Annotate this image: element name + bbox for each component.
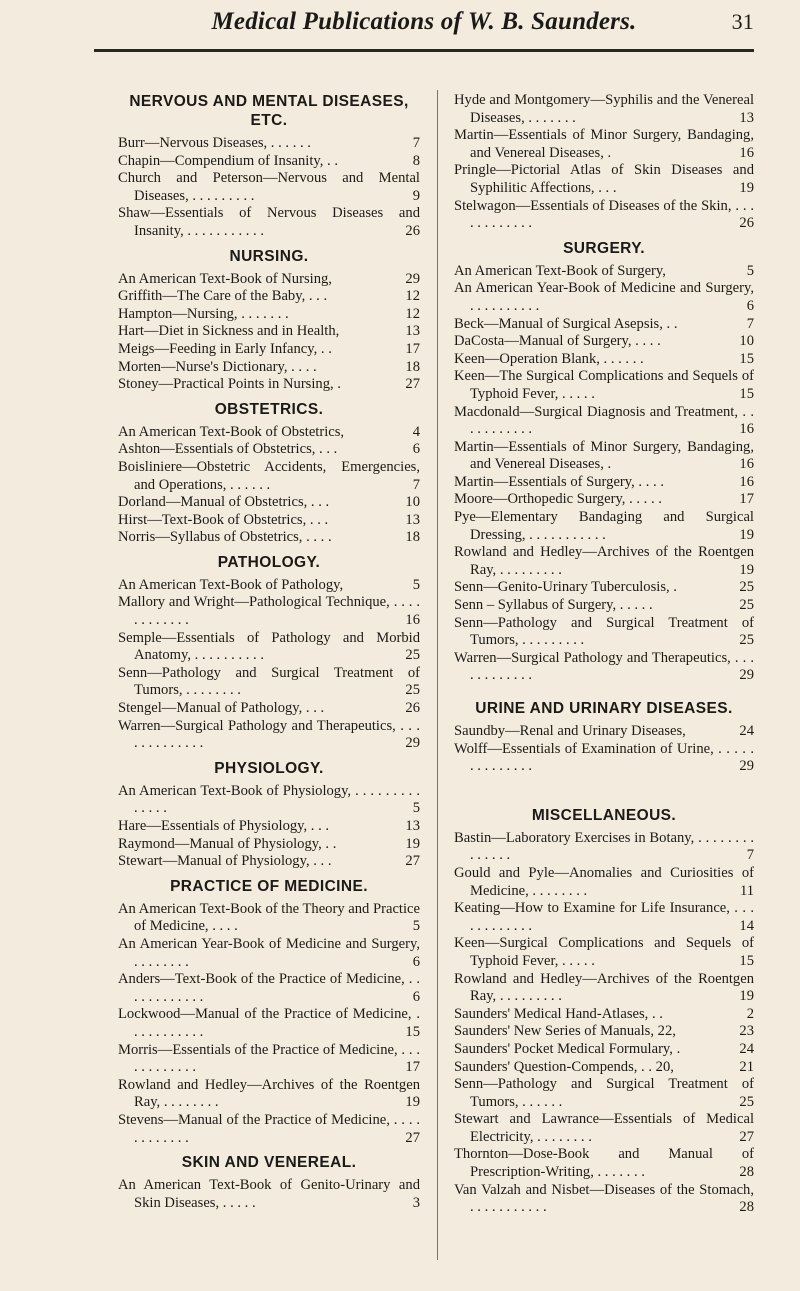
entry-title: Stengel—Manual of Pathology, . . .	[118, 700, 325, 717]
entry-title: Stewart and Lawrance—Essentials of Medical Electricity, . . . . . . . .	[454, 1111, 754, 1145]
entry-page-number: 6	[409, 989, 420, 1007]
catalog-entry	[454, 491, 754, 509]
entry-page-number: 29	[401, 271, 420, 289]
catalog-entry	[118, 288, 420, 306]
entry-title: An American Text-Book of Obstetrics,	[118, 423, 345, 440]
entry-page-number: 17	[401, 341, 420, 359]
catalog-entry	[118, 135, 420, 153]
catalog-entry	[454, 280, 754, 315]
entry-page-number: 19	[735, 180, 754, 198]
catalog-entry	[454, 971, 754, 1006]
entry-title: Chapin—Compendium of Insanity, . .	[118, 152, 338, 169]
entry-page-number: 7	[409, 135, 420, 153]
entry-title: Thornton—Dose-Book and Manual of Prescription-Writing, . . . . . . .	[454, 1146, 754, 1181]
entry-title: Stoney—Practical Points in Nursing, .	[118, 376, 341, 393]
entry-title: Stelwagon—Essentials of Diseases of the Skin, . . . . . . . . . . . .	[454, 197, 754, 232]
catalog-entry	[454, 92, 754, 127]
catalog-entry	[454, 650, 754, 685]
catalog-entry	[454, 1146, 754, 1181]
catalog-entry	[118, 718, 420, 753]
entry-page-number: 19	[735, 988, 754, 1006]
catalog-entry	[118, 630, 420, 665]
catalog-entry	[118, 783, 420, 818]
entry-title: Beck—Manual of Surgical Asepsis, . .	[454, 315, 678, 332]
entry-title: Norris—Syllabus of Obstetrics, . . . .	[118, 529, 332, 546]
entry-page-number: 17	[735, 491, 754, 509]
entry-title: Stevens—Manual of the Practice of Medicine, . . . . . . . . . . . .	[118, 1111, 420, 1146]
entry-title: Senn—Pathology and Surgical Treatment of Tumors, . . . . . . . .	[118, 664, 420, 699]
entry-page-number: 29	[401, 735, 420, 753]
entry-page-number: 15	[735, 351, 754, 369]
entry-title: Martin—Essentials of Minor Surgery, Bandaging, and Venereal Diseases, .	[454, 438, 754, 473]
section-heading: URINE AND URINARY DISEASES.	[475, 700, 733, 717]
entry-title: Dorland—Manual of Obstetrics, . . .	[118, 494, 330, 511]
entry-title: Shaw—Essentials of Nervous Diseases and Insanity, . . . . . . . . . . .	[118, 205, 420, 239]
entry-page-number: 12	[401, 306, 420, 324]
column-divider	[437, 90, 438, 1260]
entry-title: Bastin—Laboratory Exercises in Botany, . . . . . . . . . . . . . .	[454, 829, 754, 864]
entry-page-number: 25	[735, 597, 754, 615]
catalog-entry	[454, 127, 754, 162]
entry-page-number: 25	[735, 1094, 754, 1112]
catalog-entry	[118, 153, 420, 171]
entry-page-number: 5	[743, 263, 754, 281]
entry-page-number: 27	[735, 1129, 754, 1147]
catalog-entry	[118, 170, 420, 205]
header-rule	[94, 49, 754, 52]
catalog-entry	[454, 263, 754, 281]
catalog-entry	[118, 341, 420, 359]
entry-title: Meigs—Feeding in Early Infancy, . .	[118, 340, 332, 357]
catalog-entry	[454, 198, 754, 233]
section-heading: SURGERY.	[563, 239, 645, 257]
entry-title: Warren—Surgical Pathology and Therapeutics, . . . . . . . . . . . . .	[118, 717, 420, 752]
entry-title: An American Year-Book of Medicine and Surgery, . . . . . . . .	[118, 935, 420, 970]
entry-page-number: 19	[401, 1094, 420, 1112]
entry-page-number: 14	[735, 918, 754, 936]
catalog-entry	[454, 162, 754, 197]
entry-page-number: 10	[401, 494, 420, 512]
page-number: 31	[731, 9, 754, 34]
entry-title: An American Text-Book of Genito-Urinary and Skin Diseases, . . . . .	[118, 1177, 420, 1211]
entry-title: Saunders' Pocket Medical Formulary, .	[454, 1040, 681, 1057]
entry-title: DaCosta—Manual of Surgery, . . . .	[454, 333, 661, 350]
catalog-entry	[118, 1112, 420, 1147]
entry-page-number: 26	[401, 700, 420, 718]
section-heading: PHYSIOLOGY.	[214, 759, 324, 777]
entry-title: Senn—Genito-Urinary Tuberculosis, .	[454, 579, 677, 596]
catalog-entry	[454, 723, 754, 741]
entry-title: Lockwood—Manual of the Practice of Medicine, . . . . . . . . . . .	[118, 1006, 420, 1040]
catalog-entry	[118, 594, 420, 629]
entry-title: Martin—Essentials of Minor Surgery, Bandaging, and Venereal Diseases, .	[454, 127, 754, 161]
entry-page-number: 25	[401, 682, 420, 700]
entry-title: Gould and Pyle—Anomalies and Curiosities of Medicine, . . . . . . . .	[454, 864, 754, 899]
entry-title: Saunders' Question-Compends, . . 20,	[454, 1058, 674, 1075]
entry-title: An American Text-Book of the Theory and Practice of Medicine, . . . .	[118, 900, 420, 935]
entry-title: Morris—Essentials of the Practice of Medicine, . . . . . . . . . . . .	[118, 1041, 420, 1076]
section-heading: PATHOLOGY.	[217, 553, 321, 571]
entry-page-number: 13	[401, 323, 420, 341]
catalog-entry	[118, 459, 420, 494]
entry-title: Hyde and Montgomery—Syphilis and the Venereal Diseases, . . . . . . .	[454, 92, 754, 126]
entry-title: Wolff—Essentials of Examination of Urine, . . . . . . . . . . . . . .	[454, 740, 754, 775]
entry-title: Saundby—Renal and Urinary Diseases,	[454, 723, 686, 739]
entry-page-number: 25	[735, 632, 754, 650]
catalog-entry	[454, 1076, 754, 1111]
running-head	[94, 2, 754, 42]
page-title: Medical Publications of W. B. Saunders.	[211, 8, 637, 35]
entry-title: Hampton—Nursing, . . . . . . .	[118, 305, 289, 322]
entry-page-number: 8	[409, 153, 420, 171]
entry-page-number: 13	[735, 110, 754, 128]
entry-page-number: 3	[409, 1195, 420, 1213]
right-column	[454, 92, 754, 1217]
entry-title: Saunders' New Series of Manuals, 22,	[454, 1023, 676, 1040]
entry-page-number: 10	[735, 333, 754, 351]
catalog-entry	[454, 1023, 754, 1041]
catalog-entry	[118, 205, 420, 240]
entry-page-number: 6	[409, 441, 420, 459]
catalog-entry	[118, 494, 420, 512]
catalog-entry	[454, 544, 754, 579]
entry-title: Warren—Surgical Pathology and Therapeutics, . . . . . . . . . . . .	[454, 649, 754, 684]
entry-page-number: 4	[409, 424, 420, 442]
catalog-entry	[454, 1182, 754, 1217]
catalog-entry	[118, 323, 420, 341]
entry-title: An American Year-Book of Medicine and Surgery, . . . . . . . . . .	[454, 280, 754, 314]
entry-title: Hart—Diet in Sickness and in Health,	[118, 323, 340, 340]
catalog-entry	[454, 404, 754, 439]
entry-page-number: 18	[401, 529, 420, 547]
entry-title: Burr—Nervous Diseases, . . . . . .	[118, 135, 311, 151]
entry-page-number: 29	[735, 758, 754, 776]
catalog-entry	[118, 971, 420, 1006]
entry-page-number: 18	[401, 359, 420, 377]
catalog-entry	[454, 1006, 754, 1024]
entry-title: Church and Peterson—Nervous and Mental Diseases, . . . . . . . . .	[118, 170, 420, 204]
entry-title: Keen—Surgical Complications and Sequels of Typhoid Fever, . . . . .	[454, 935, 754, 969]
entry-title: Senn – Syllabus of Surgery, . . . . .	[454, 597, 653, 614]
entry-page-number: 26	[735, 215, 754, 233]
entry-page-number: 28	[735, 1199, 754, 1217]
catalog-entry	[118, 359, 420, 377]
catalog-entry	[118, 529, 420, 547]
entry-title: An American Text-Book of Surgery,	[454, 262, 666, 279]
catalog-entry	[454, 316, 754, 334]
catalog-entry	[454, 741, 754, 776]
entry-page-number: 15	[735, 386, 754, 404]
catalog-entry	[118, 853, 420, 871]
entry-title: Rowland and Hedley—Archives of the Roentgen Ray, . . . . . . . . .	[454, 544, 754, 578]
entry-title: Senn—Pathology and Surgical Treatment of Tumors, . . . . . .	[454, 1076, 754, 1110]
entry-page-number: 13	[401, 818, 420, 836]
section-heading: SKIN AND VENEREAL.	[181, 1154, 357, 1172]
left-column	[118, 92, 420, 1212]
entry-page-number: 5	[409, 800, 420, 818]
entry-title: Van Valzah and Nisbet—Diseases of the Stomach, . . . . . . . . . . .	[454, 1181, 754, 1216]
entry-title: Griffith—The Care of the Baby, . . .	[118, 288, 328, 305]
catalog-entry	[454, 579, 754, 597]
catalog-entry	[118, 441, 420, 459]
entry-page-number: 16	[735, 145, 754, 163]
entry-page-number: 15	[401, 1024, 420, 1042]
entry-title: An American Text-Book of Physiology, . . . . . . . . . . . . . .	[118, 782, 420, 817]
catalog-entry	[454, 597, 754, 615]
catalog-entry	[118, 818, 420, 836]
entry-page-number: 19	[735, 527, 754, 545]
entry-page-number: 16	[735, 421, 754, 439]
entry-title: Ashton—Essentials of Obstetrics, . . .	[118, 441, 338, 458]
entry-page-number: 13	[401, 512, 420, 530]
catalog-entry	[118, 376, 420, 394]
catalog-entry	[454, 1111, 754, 1146]
catalog-entry	[118, 1042, 420, 1077]
entry-page-number: 2	[743, 1006, 754, 1024]
entry-page-number: 7	[409, 477, 420, 495]
catalog-entry	[454, 509, 754, 544]
section-heading: NERVOUS AND MENTAL DISEASES, ETC.	[129, 93, 409, 129]
catalog-entry	[118, 512, 420, 530]
entry-page-number: 28	[735, 1164, 754, 1182]
catalog-entry	[118, 700, 420, 718]
entry-page-number: 21	[735, 1059, 754, 1077]
entry-title: Keen—Operation Blank, . . . . . .	[454, 350, 644, 367]
catalog-entry	[454, 439, 754, 474]
entry-title: Macdonald—Surgical Diagnosis and Treatment, . . . . . . . . . . .	[454, 403, 754, 438]
catalog-entry	[118, 271, 420, 289]
entry-title: Keen—The Surgical Complications and Sequels of Typhoid Fever, . . . . .	[454, 368, 754, 402]
entry-page-number: 23	[735, 1023, 754, 1041]
section-heading: PRACTICE OF MEDICINE.	[170, 877, 368, 895]
catalog-entry	[118, 901, 420, 936]
entry-page-number: 27	[401, 1130, 420, 1148]
entry-page-number: 16	[401, 612, 420, 630]
catalog-entry	[454, 351, 754, 369]
catalog-entry	[118, 306, 420, 324]
catalog-entry	[118, 665, 420, 700]
entry-page-number: 5	[409, 918, 420, 936]
entry-title: Raymond—Manual of Physiology, . .	[118, 835, 337, 852]
entry-title: Moore—Orthopedic Surgery, . . . . .	[454, 491, 662, 508]
catalog-entry	[118, 1077, 420, 1112]
entry-title: Senn—Pathology and Surgical Treatment of Tumors, . . . . . . . . .	[454, 614, 754, 649]
section-heading: OBSTETRICS.	[214, 400, 324, 418]
catalog-entry	[454, 900, 754, 935]
catalog-entry	[118, 936, 420, 971]
entry-title: An American Text-Book of Nursing,	[118, 270, 332, 287]
entry-page-number: 24	[735, 723, 754, 741]
entry-page-number: 29	[735, 667, 754, 685]
entry-title: Boisliniere—Obstetric Accidents, Emergencies, and Operations, . . . . . .	[118, 458, 420, 493]
catalog-entry	[454, 865, 754, 900]
entry-title: Semple—Essentials of Pathology and Morbid Anatomy, . . . . . . . . . .	[118, 629, 420, 664]
entry-page-number: 12	[401, 288, 420, 306]
entry-page-number: 19	[401, 836, 420, 854]
entry-title: Mallory and Wright—Pathological Technique, . . . . . . . . . . . .	[118, 594, 420, 629]
entry-title: Rowland and Hedley—Archives of the Roentgen Ray, . . . . . . . . .	[454, 970, 754, 1005]
entry-page-number: 25	[401, 647, 420, 665]
catalog-entry	[118, 1177, 420, 1212]
section-heading: NURSING.	[229, 247, 309, 265]
catalog-entry	[118, 577, 420, 595]
entry-page-number: 24	[735, 1041, 754, 1059]
catalog-entry	[454, 368, 754, 403]
entry-page-number: 26	[401, 223, 420, 241]
entry-title: Hare—Essentials of Physiology, . . .	[118, 818, 330, 834]
entry-title: Morten—Nurse's Dictionary, . . . .	[118, 358, 317, 375]
entry-title: Keating—How to Examine for Life Insurance, . . . . . . . . . . . .	[454, 900, 754, 934]
section-heading: MISCELLANEOUS.	[531, 806, 677, 824]
entry-page-number: 15	[735, 953, 754, 971]
entry-page-number: 9	[409, 188, 420, 206]
entry-title: Martin—Essentials of Surgery, . . . .	[454, 473, 664, 490]
entry-title: An American Text-Book of Pathology,	[118, 576, 344, 593]
catalog-entry	[118, 1006, 420, 1041]
entry-page-number: 6	[409, 954, 420, 972]
catalog-entry	[454, 615, 754, 650]
entry-page-number: 16	[735, 474, 754, 492]
entry-title: Anders—Text-Book of the Practice of Medicine, . . . . . . . . . . . .	[118, 971, 420, 1005]
entry-page-number: 5	[409, 577, 420, 595]
catalog-entry	[454, 935, 754, 970]
catalog-entry	[454, 1059, 754, 1077]
entry-page-number: 17	[401, 1059, 420, 1077]
entry-title: Pye—Elementary Bandaging and Surgical Dressing, . . . . . . . . . . .	[454, 509, 754, 543]
entry-page-number: 19	[735, 562, 754, 580]
entry-page-number: 16	[735, 456, 754, 474]
catalog-entry	[454, 830, 754, 865]
entry-page-number: 6	[743, 298, 754, 316]
entry-page-number: 7	[743, 847, 754, 865]
catalog-entry	[454, 1041, 754, 1059]
entry-title: Rowland and Hedley—Archives of the Roentgen Ray, . . . . . . . .	[118, 1076, 420, 1111]
catalog-entry	[454, 333, 754, 351]
entry-page-number: 11	[736, 883, 754, 901]
catalog-entry	[118, 424, 420, 442]
entry-title: Hirst—Text-Book of Obstetrics, . . .	[118, 511, 329, 528]
catalog-entry	[118, 836, 420, 854]
entry-page-number: 27	[401, 376, 420, 394]
entry-page-number: 27	[401, 853, 420, 871]
entry-page-number: 25	[735, 579, 754, 597]
catalog-entry	[454, 474, 754, 492]
entry-title: Stewart—Manual of Physiology, . . .	[118, 853, 332, 870]
entry-page-number: 7	[743, 316, 754, 334]
entry-title: Pringle—Pictorial Atlas of Skin Diseases and Syphilitic Affections, . . .	[454, 162, 754, 196]
entry-title: Saunders' Medical Hand-Atlases, . .	[454, 1005, 663, 1022]
